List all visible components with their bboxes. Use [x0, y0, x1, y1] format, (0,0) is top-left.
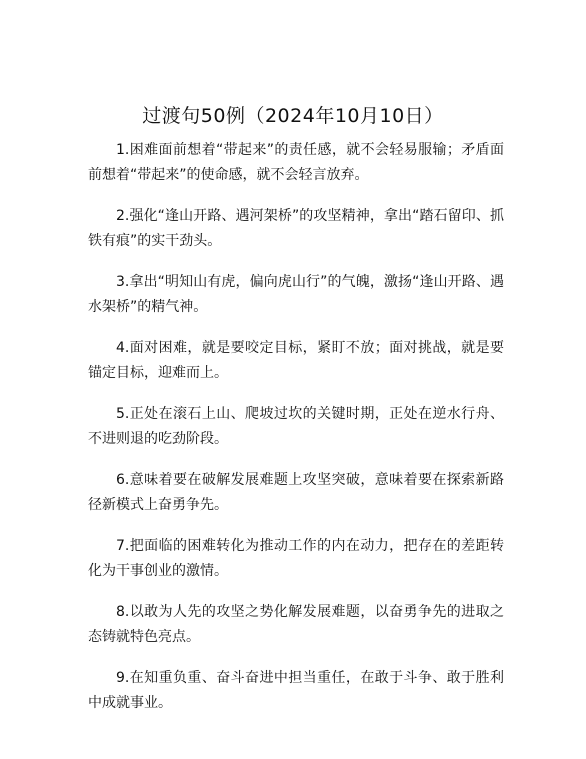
- paragraph-3: 3.拿出“明知山有虎，偏向虎山行”的气魄，激扬“逢山开路、遇水架桥”的精气神。: [88, 274, 504, 315]
- paragraph-2: 2.强化“逢山开路、遇河架桥”的攻坚精神，拿出“踏石留印、抓铁有痕”的实干劲头。: [88, 208, 504, 249]
- paragraph-6: 6.意味着要在破解发展难题上攻坚突破，意味着要在探索新路径新模式上奋勇争先。: [88, 472, 504, 513]
- paragraph-7: 7.把面临的困难转化为推动工作的内在动力，把存在的差距转化为干事创业的激情。: [88, 538, 504, 579]
- paragraph-4: 4.面对困难，就是要咬定目标，紧盯不放；面对挑战，就是要锚定目标，迎难而上。: [88, 340, 504, 381]
- paragraph-5: 5.正处在滚石上山、爬坡过坎的关键时期，正处在逆水行舟、不进则退的吃劲阶段。: [88, 406, 504, 447]
- document-body: [88, 138, 504, 732]
- paragraph-1: 1.困难面前想着“带起来”的责任感，就不会轻易服输；矛盾面前想着“带起来”的使命感，就不会轻言放弃。: [88, 142, 504, 183]
- paragraph-8: 8.以敢为人先的攻坚之势化解发展难题，以奋勇争先的进取之态铸就特色亮点。: [88, 604, 504, 645]
- paragraph-9: 9.在知重负重、奋斗奋进中担当重任，在敢于斗争、敢于胜利中成就事业。: [88, 670, 504, 711]
- document-title: 过渡句50例（2024年10月10日）: [142, 105, 444, 127]
